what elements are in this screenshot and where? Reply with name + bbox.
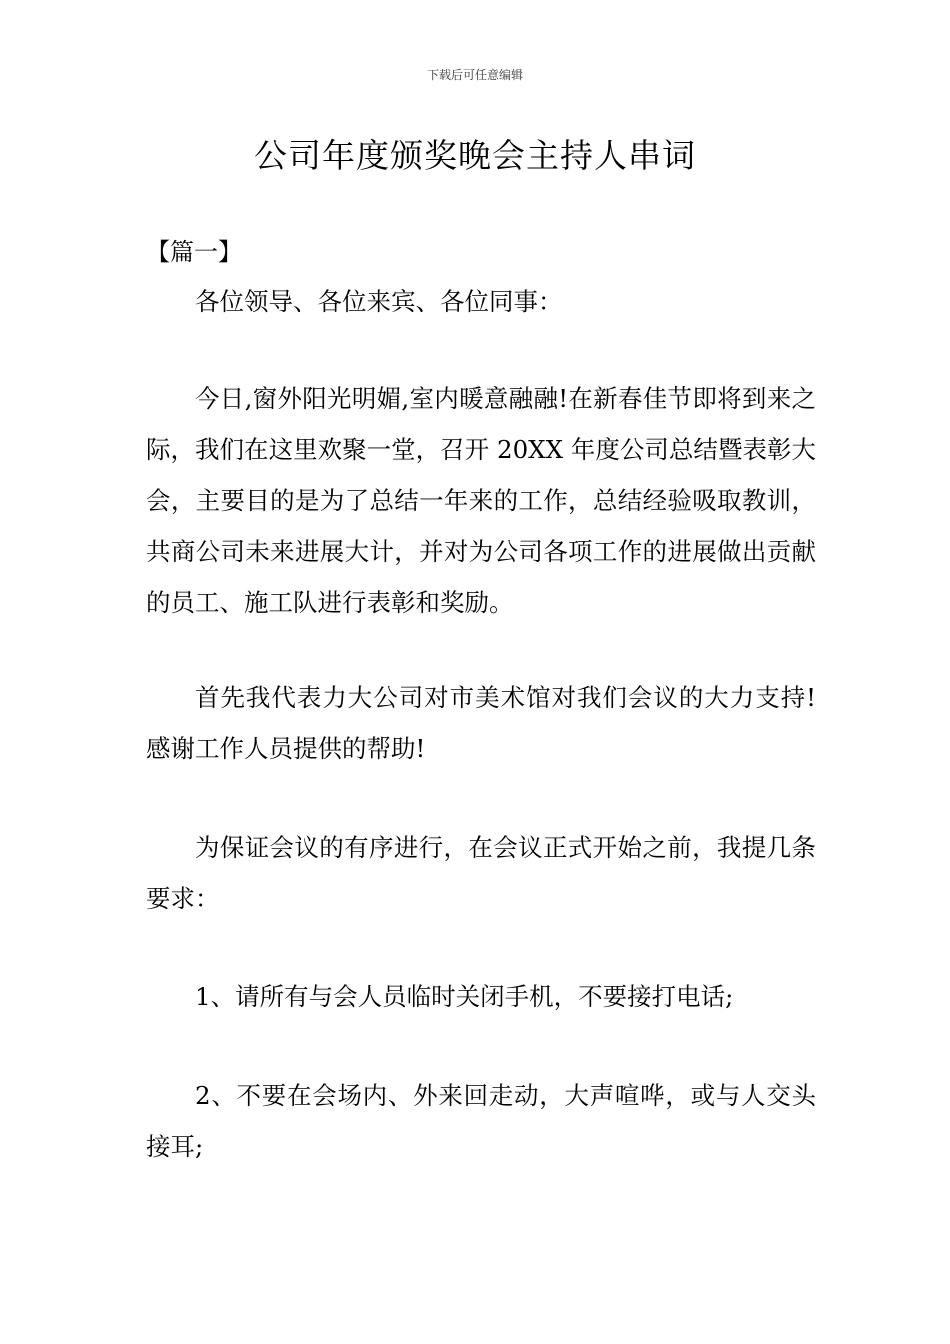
requirements-paragraph: 为保证会议的有序进行，在会议正式开始之前，我提几条要求：: [146, 833, 816, 913]
document-title: 公司年度颁奖晚会主持人串词: [254, 136, 696, 175]
rule-item-2: 2、不要在会场内、外来回走动，大声喧哗，或与人交头接耳;: [146, 1081, 816, 1161]
thanks-paragraph: 首先我代表力大公司对市美术馆对我们会议的大力支持!感谢工作人员提供的帮助!: [146, 683, 816, 763]
header-note: 下载后可任意编辑: [426, 68, 523, 82]
section-label: 【篇一】: [146, 238, 242, 266]
greeting-paragraph: 各位领导、各位来宾、各位同事：: [195, 287, 563, 316]
opening-paragraph: 今日,窗外阳光明媚,室内暖意融融!在新春佳节即将到来之际，我们在这里欢聚一堂，召开 20XX 年度公司总结暨表彰大会，主要目的是为了总结一年来的工作，总结经验吸取教训，共商公司未来进展大计，并对为公司各项工作的进展做出贡献的员工、施工队进行表彰和奖励。: [146, 384, 816, 617]
rule-item-1: 1、请所有与会人员临时关闭手机，不要接打电话;: [195, 982, 734, 1011]
